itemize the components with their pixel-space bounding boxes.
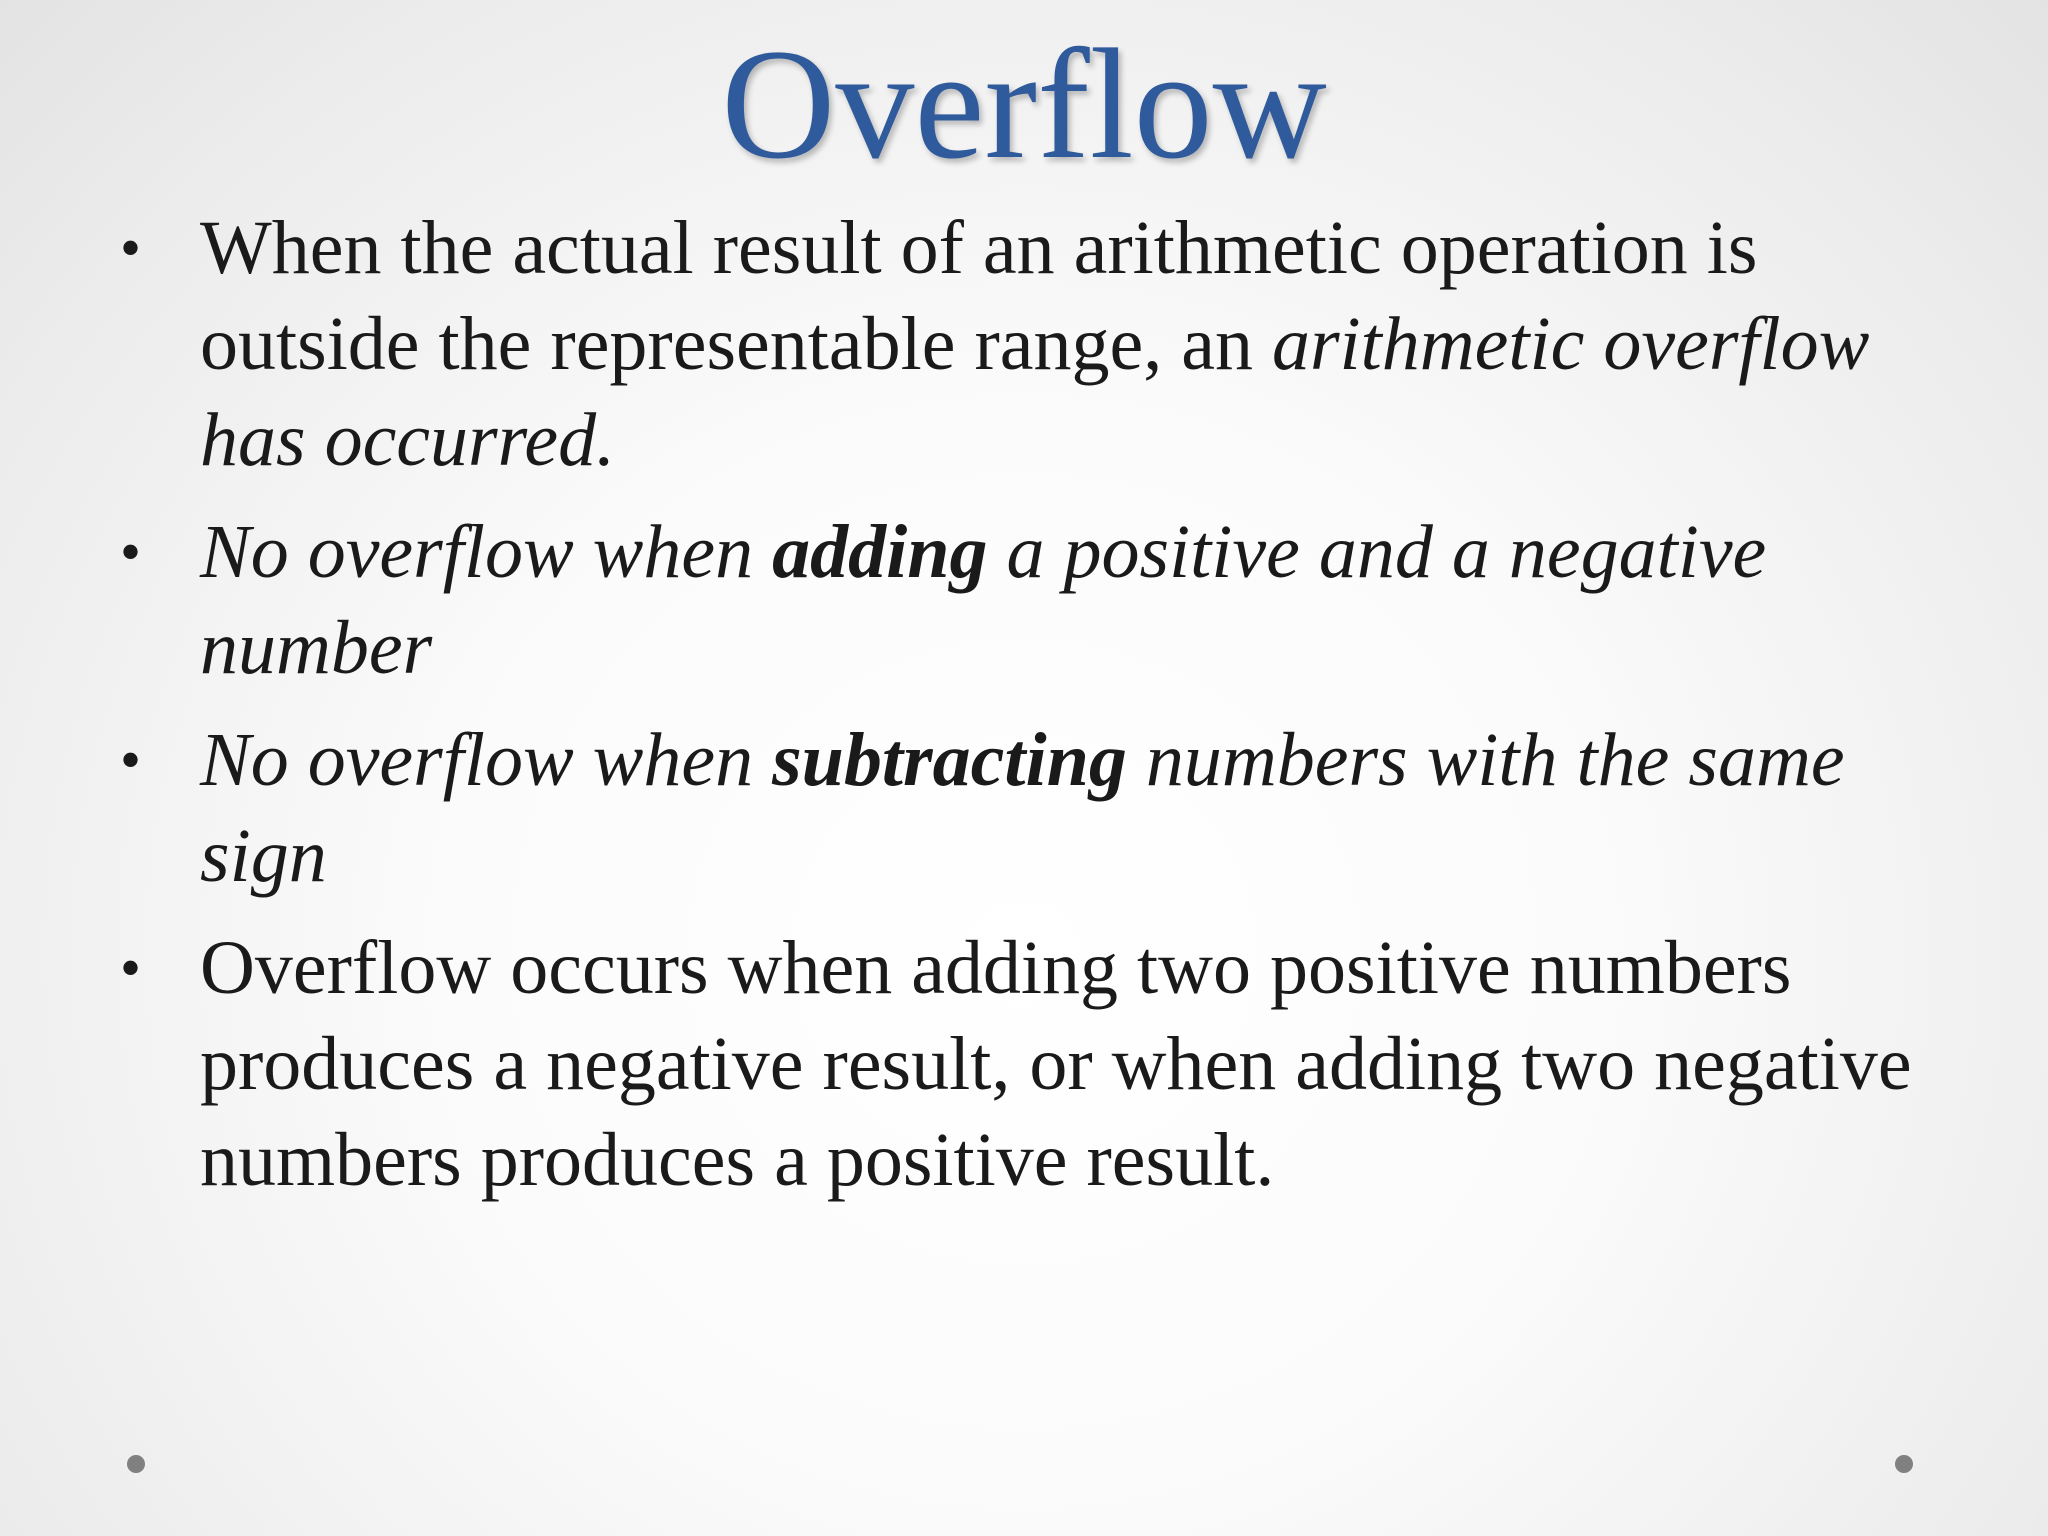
corner-dot-right xyxy=(1895,1455,1913,1473)
bullet-text-segment: numbers with the same sign xyxy=(200,718,1845,898)
bullet-text-segment: When the actual result of an arithmetic operation is outside the representable range, an xyxy=(200,206,1758,386)
bullet-text-segment: subtracting xyxy=(772,718,1127,802)
bullet-list xyxy=(120,200,1940,1224)
bullet-glyph: • xyxy=(120,935,142,1001)
bullet-text-segment: adding xyxy=(772,510,988,594)
bullet-item xyxy=(120,712,1940,904)
bullet-glyph: • xyxy=(120,215,142,281)
bullet-item xyxy=(120,504,1940,696)
bullet-text-segment: No overflow when xyxy=(200,718,773,802)
bullet-item xyxy=(120,200,1940,488)
bullet-text-segment: No overflow when xyxy=(200,510,773,594)
bullet-text-segment: arithmetic overflow has occurred. xyxy=(200,302,1870,482)
bullet-item xyxy=(120,920,1940,1208)
bullet-glyph: • xyxy=(120,727,142,793)
corner-dot-left xyxy=(127,1455,145,1473)
slide-title: Overflow xyxy=(721,17,1327,192)
bullet-text-segment: Overflow occurs when adding two positive numbers produces a negative result, or when adding two negative numbers produces a positive result. xyxy=(200,926,1912,1202)
bullet-glyph: • xyxy=(120,519,142,585)
bullet-text-segment: a positive and a negative number xyxy=(200,510,1767,690)
